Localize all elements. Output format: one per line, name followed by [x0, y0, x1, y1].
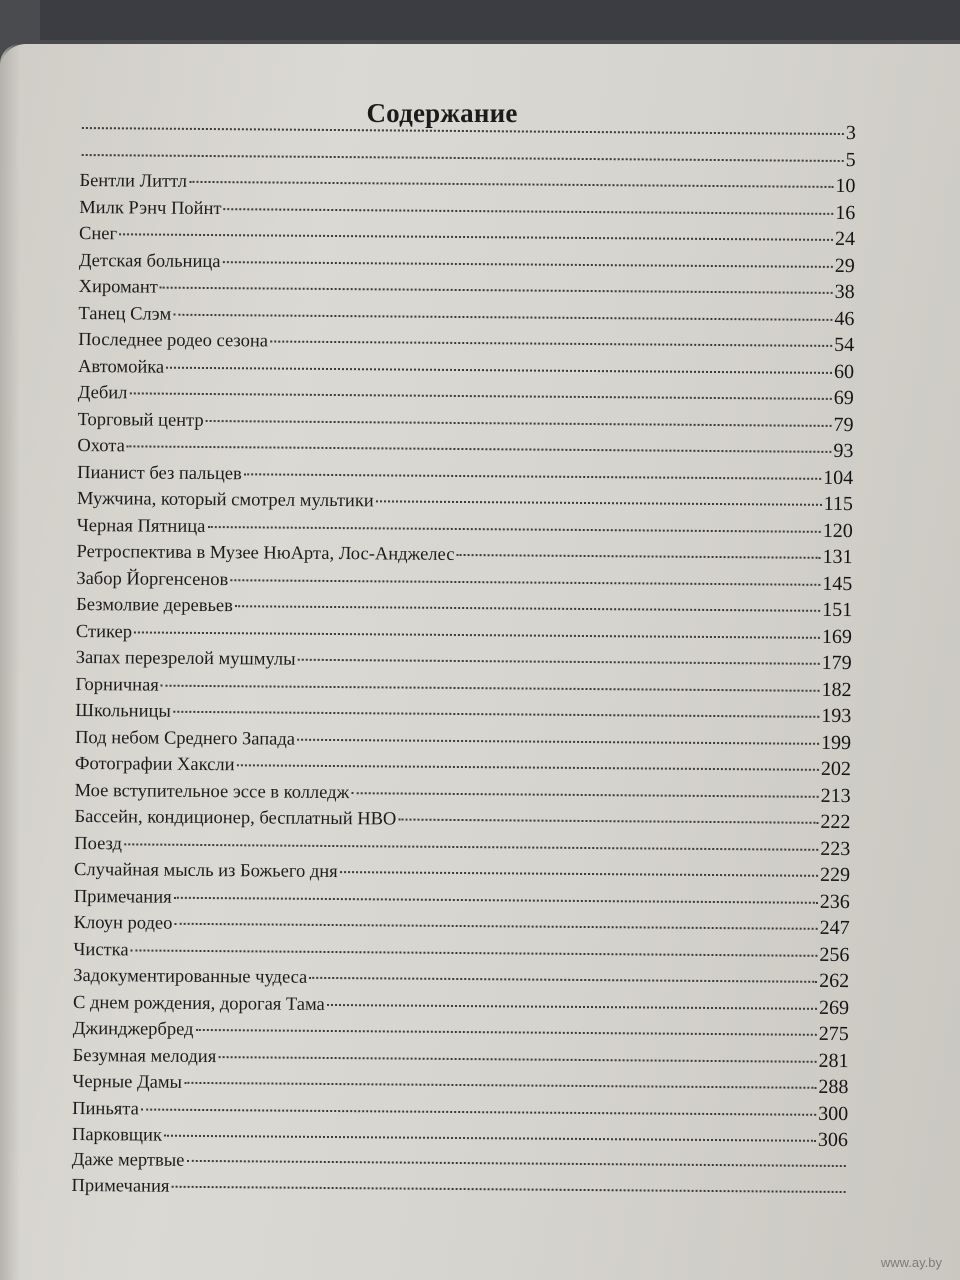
toc-page-number: 300 [818, 1102, 849, 1125]
toc-page-number: 69 [833, 386, 854, 410]
toc-entry-title: Автомойка [77, 356, 165, 378]
toc-entry-title: Бентли Литтл [79, 170, 188, 192]
toc-entry-title: Фотографии Хаксли [74, 753, 235, 776]
toc-page-number: 193 [821, 704, 852, 728]
dot-leader [237, 764, 819, 771]
toc-entry-title: Танец Слэм [78, 303, 172, 325]
toc-page-number: 256 [819, 943, 850, 966]
toc-page-number: 29 [834, 254, 855, 277]
toc-page-number: 306 [817, 1128, 849, 1152]
toc-entry-title: Мое вступительное эссе в колледж [74, 780, 350, 803]
toc-page-number: 169 [821, 625, 853, 648]
toc-page-number: 115 [823, 492, 854, 516]
toc-entry-title: Черная Пятница [76, 515, 206, 537]
dot-leader [82, 127, 844, 135]
toc-entry-title: Детская больница [78, 250, 221, 272]
toc-page-number: 182 [821, 678, 852, 701]
toc-page-number: 223 [820, 837, 851, 860]
toc-page-number: 222 [820, 810, 851, 834]
toc-entry-title: Охота [77, 435, 125, 457]
dot-leader [166, 366, 832, 373]
dot-leader [131, 949, 818, 956]
toc-page-number: 93 [833, 439, 854, 463]
toc-entry-title: Ретроспектива в Музее НюАрта, Лос-Анджелес [76, 541, 455, 565]
toc-entry-title: Поезд [74, 833, 123, 854]
dot-leader [309, 977, 817, 983]
dot-leader [134, 631, 820, 638]
toc-page-number: 236 [819, 890, 850, 913]
toc-page-number: 131 [822, 545, 853, 569]
dot-leader [195, 1029, 816, 1036]
toc-page-number: 120 [822, 519, 853, 542]
toc-entry-title: Безумная мелодия [72, 1045, 217, 1067]
toc-entry-title: Школьницы [75, 700, 171, 722]
toc-entry-title: Горничная [75, 674, 159, 696]
dot-leader [82, 154, 844, 162]
toc-page-number: 3 [845, 122, 856, 145]
toc-entry-title: Чистка [73, 939, 129, 960]
toc-page-number: 24 [834, 227, 856, 251]
toc-entry-title: Стикер [75, 621, 133, 642]
toc-page-number: 145 [822, 572, 853, 595]
toc-entry-title: Пиньята [72, 1098, 139, 1119]
toc-entry-title: Даже мертвые [71, 1149, 185, 1171]
dot-leader [184, 1082, 816, 1089]
dot-leader [174, 923, 817, 930]
toc-page-number: 104 [823, 466, 854, 489]
dot-leader [298, 659, 820, 665]
toc-page-number: 5 [845, 148, 856, 171]
toc-entry-title: Клоун родео [73, 912, 173, 934]
dot-leader [173, 313, 832, 320]
toc-page-number: 247 [819, 916, 850, 940]
dot-leader [270, 340, 832, 346]
toc-page-number: 151 [822, 598, 853, 622]
toc-page-number: 38 [834, 280, 855, 304]
toc-page-number: 281 [818, 1049, 849, 1072]
dot-leader [222, 261, 832, 268]
toc-page-number: 288 [818, 1075, 849, 1099]
toc-page-number: 213 [820, 784, 851, 807]
toc-entry-title: Бассейн, кондиционер, бесплатный HBO [74, 806, 397, 830]
dot-leader [127, 445, 832, 453]
toc-entry-title: Милк Рэнч Пойнт [79, 197, 222, 219]
book-page [0, 44, 960, 1280]
toc-page-number: 79 [833, 413, 854, 436]
dot-leader [171, 1186, 845, 1193]
toc-entry-title: Хиромант [78, 276, 158, 298]
dot-leader [235, 605, 820, 612]
toc-page-number: 262 [819, 969, 850, 993]
toc-page-number: 199 [821, 731, 852, 754]
toc-page-number: 10 [835, 174, 856, 198]
dot-leader [456, 554, 820, 559]
dot-leader [327, 1003, 817, 1009]
toc-page-number: 46 [834, 307, 855, 330]
toc-entry-title: Дебил [77, 382, 128, 404]
toc-entry-title: Снег [78, 223, 118, 245]
dot-leader [174, 896, 818, 903]
watermark-text: www.ay.by [880, 1255, 942, 1270]
dot-leader [189, 181, 833, 188]
toc-page-number: 275 [818, 1022, 849, 1046]
toc-page-number: 60 [833, 360, 855, 383]
toc-entry-title: Под небом Среднего Запада [75, 727, 296, 750]
toc-page-number: 229 [819, 863, 851, 887]
toc-entry-title: Последнее родео сезона [78, 329, 269, 352]
toc-entry-title: Пианист без пальцев [77, 462, 242, 484]
toc-page-number: 202 [820, 757, 851, 781]
toc-entry-title: Задокументированные чудеса [73, 965, 308, 988]
toc-entry-title: Мужчина, который смотрел мультики [76, 488, 374, 512]
dot-leader [218, 1056, 816, 1063]
dot-leader [160, 287, 833, 294]
dot-leader [119, 233, 833, 241]
dot-leader [161, 684, 820, 691]
toc-entry-title: Джинджербред [72, 1018, 194, 1040]
page-title: Содержание [366, 98, 518, 128]
toc-page-number: 269 [818, 996, 850, 1019]
dot-leader [230, 579, 820, 586]
dot-leader [351, 792, 818, 798]
dot-leader [124, 843, 818, 850]
dot-leader [340, 871, 818, 877]
toc-entry-title: Примечания [73, 886, 172, 908]
dot-leader [398, 819, 818, 824]
toc-entry-title: С днем рождения, дорогая Тама [72, 992, 325, 1015]
dot-leader [207, 526, 820, 533]
toc-entry-title: Безмолвие деревьев [76, 594, 233, 617]
toc-entry-title: Случайная мысль из Божьего дня [73, 859, 338, 883]
dot-leader [186, 1159, 845, 1166]
toc-entry [71, 1176, 847, 1209]
toc-page-number: 16 [835, 201, 856, 224]
dot-leader [244, 473, 821, 480]
toc-entry-title: Запах перезрелой мушмулы [75, 647, 296, 670]
toc-page-number: 179 [821, 651, 852, 675]
background-corner [40, 0, 960, 40]
table-of-contents [71, 116, 856, 1209]
toc-entry-title: Торговый центр [77, 409, 204, 431]
dot-leader [141, 1108, 816, 1115]
toc-entry-title: Забор Йоргенсенов [76, 568, 229, 590]
toc-entry-title: Черные Дамы [72, 1071, 183, 1093]
dot-leader [129, 392, 831, 400]
dot-leader [297, 738, 819, 744]
dot-leader [376, 500, 822, 506]
toc-entry-title: Примечания [71, 1175, 170, 1197]
dot-leader [206, 419, 832, 426]
dot-leader [164, 1135, 816, 1142]
dot-leader [173, 711, 819, 718]
dot-leader [223, 208, 833, 215]
toc-page-number: 54 [834, 333, 855, 357]
toc-entry-title: Парковщик [71, 1124, 163, 1146]
